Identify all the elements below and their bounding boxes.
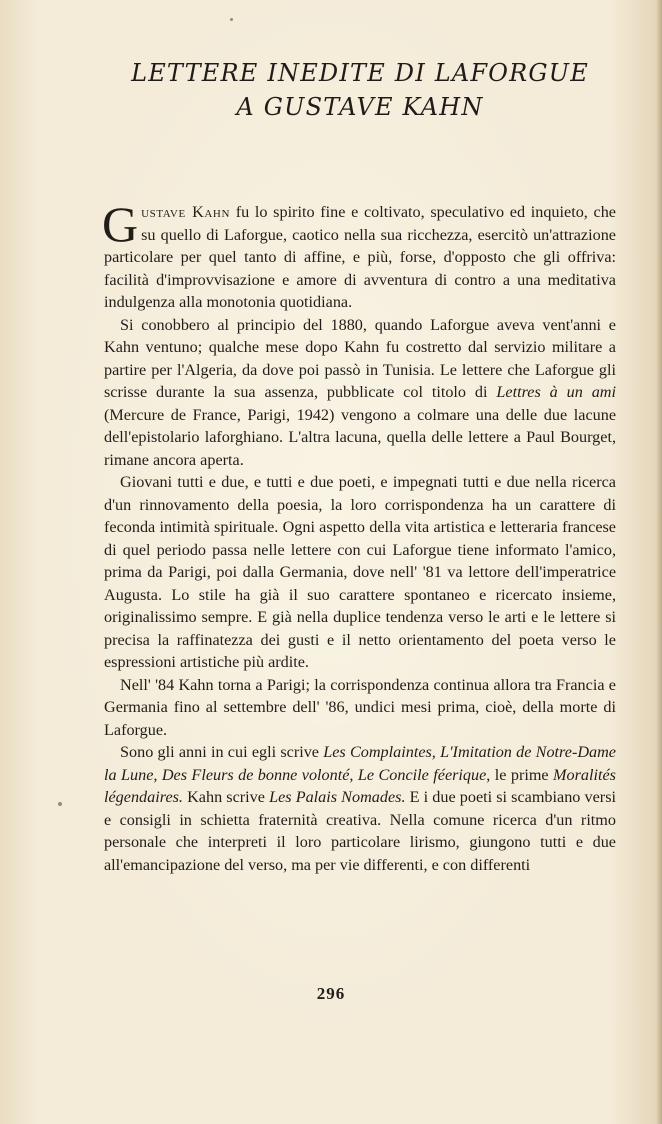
page-edge-shadow — [656, 0, 662, 1124]
article-title-line-1: LETTERE INEDITE DI LAFORGUE — [131, 59, 589, 87]
paragraph-1 — [102, 196, 616, 314]
ink-speck — [58, 802, 62, 806]
paragraph-5-text-d: E i due poeti si scambiano versi e consigli in schietta fraternità creativa. Nella comune ricerca d'un ritmo personale che interpreti il loro particolare lirismo, giungono tutti e due all'emancipazione del verso, ma per vie differenti, e con differenti — [104, 788, 616, 874]
book-title-palais: Les Palais Nomades. — [269, 788, 406, 806]
book-titles-laforgue: Les Complaintes, L'Imitation de Notre-Dame la Lune, Des Fleurs de bonne volonté, Le Concile féerique — [104, 743, 616, 784]
page-number: 296 — [316, 984, 346, 1003]
paragraph-1-text: fu lo spirito fine e coltivato, speculativo ed inquieto, che su quello di Laforgue, caotico nella sua ricchezza, esercitò un'attrazione particolare per quel tanto di affine, e più, forse, d'opposto che gli offriva: facilità d'improvvisazione e amore di avventura di contro a una meditativa indulgenza alla monotonia quotidiana. — [104, 203, 616, 311]
paragraph-3: Giovani tutti e due, e tutti e due poeti, e impegnati tutti e due nella ricerca d'un rinnovamento della poesia, la loro corrispondenza ha un carattere di feconda intimità spirituale. Ogni aspetto della vita artistica e letteraria francese di quel periodo passa nelle lettere con cui Laforgue tiene informato l'amico, prima da Parigi, poi dalla Germania, dove nell' '81 va lettore dell'imperatrice Augusta. Lo stile ha già il suo carattere spontaneo e ricercato insieme, originalissimo sempre. E già nella duplice tendenza verso le arti e le lettere si precisa la raffinatezza dei gusti e il netto orientamento del poeta verso le espressioni artistiche più ardite. — [104, 473, 616, 671]
drop-cap: G — [102, 196, 139, 252]
paragraph-5 — [104, 741, 616, 876]
book-title-moralites: Moralités légendaires. — [104, 765, 616, 806]
article-title-line-2: A GUSTAVE KAHN — [236, 93, 484, 121]
paragraph-2 — [104, 314, 616, 472]
paragraph-4: Nell' '84 Kahn torna a Parigi; la corrispondenza continua allora tra Francia e Germania fino al settembre dell' '86, undici mesi prima, cioè, della morte di Laforgue. — [104, 675, 616, 739]
ink-speck — [230, 18, 233, 21]
paragraph-5-text-b: , le prime — [486, 765, 554, 784]
paragraph-2-text-b: (Mercure de France, Parigi, 1942) vengono a colmare una delle due lacune dell'epistolario laforghiano. L'altra lacuna, quella delle lettere a Paul Bourget, rimane ancora aperta. — [104, 405, 616, 469]
article-body — [102, 196, 616, 876]
paragraph-5-text-a: Sono gli anni in cui egli scrive — [120, 743, 324, 761]
paragraph-5-text-c: Kahn scrive — [182, 788, 270, 806]
author-name-smallcaps: ustave Kahn — [141, 203, 231, 221]
book-title-lettres: Lettres à un ami — [496, 383, 616, 401]
paragraph-2-text-a: Si conobbero al principio del 1880, quando Laforgue aveva vent'anni e Kahn ventuno; qualche mese dopo Kahn fu costretto dal servizio militare a partire per l'Algeria, da dove poi passò in Tunisia. Le lettere che Laforgue gli scrisse durante la sua assenza, pubblicate col titolo di — [104, 315, 616, 401]
